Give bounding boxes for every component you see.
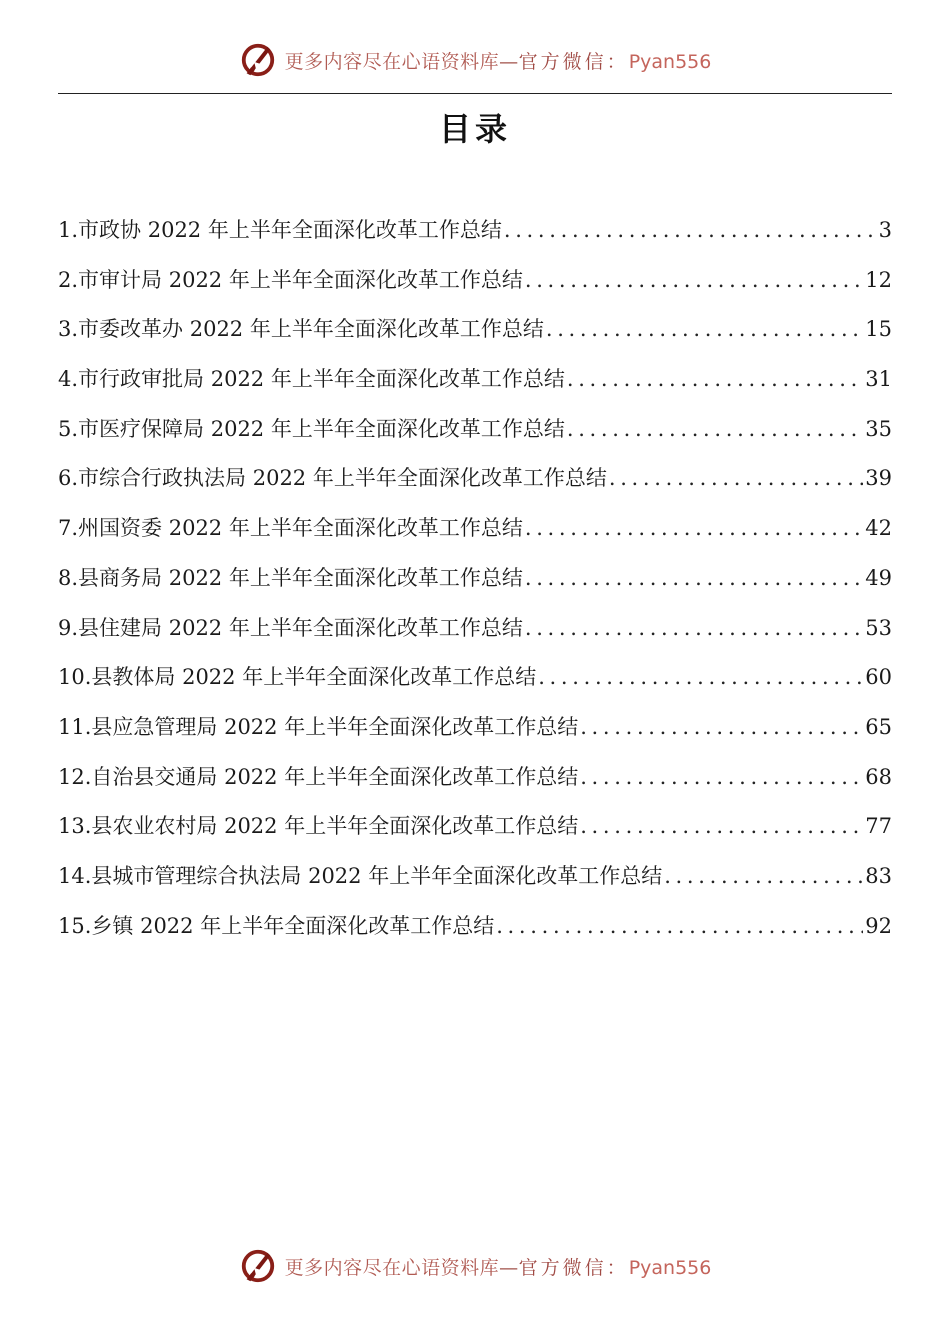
toc-entry[interactable]: [58, 206, 892, 256]
toc-dot-leader: [609, 454, 863, 504]
quill-pen-logo-icon: [239, 41, 277, 79]
toc-entry-title: 市政协 2022 年上半年全面深化改革工作总结: [78, 218, 502, 242]
banner-wechat-label: 官方微信：: [518, 1256, 629, 1279]
toc-entry-page-number: 39: [865, 466, 892, 491]
toc-entry-number: 8.: [58, 565, 79, 590]
toc-entry[interactable]: [58, 802, 892, 852]
toc-entry[interactable]: [58, 305, 892, 355]
banner-slogan: 更多内容尽在心语资料库: [284, 50, 500, 73]
toc-entry-number: 2.: [58, 267, 79, 292]
toc-entry[interactable]: [58, 753, 892, 803]
toc-dot-leader: [567, 355, 863, 405]
toc-entry-page-number: 65: [865, 714, 892, 739]
banner-wechat-label: 官方微信：: [518, 50, 629, 73]
banner-separator: —: [499, 1256, 519, 1279]
toc-entry[interactable]: [58, 852, 892, 902]
toc-entry-title: 县城市管理综合执法局 2022 年上半年全面深化改革工作总结: [91, 863, 663, 888]
toc-entry-page-number: 35: [865, 416, 892, 441]
toc-entry-page-number: 49: [865, 565, 892, 590]
table-of-contents: [58, 206, 892, 951]
toc-entry-number: 13.: [58, 814, 92, 839]
toc-dot-leader: [525, 554, 863, 604]
toc-entry-title: 市综合行政执法局 2022 年上半年全面深化改革工作总结: [78, 466, 607, 491]
toc-entry-title: 县商务局 2022 年上半年全面深化改革工作总结: [78, 565, 523, 590]
toc-entry-number: 14.: [58, 863, 92, 888]
toc-entry[interactable]: [58, 454, 892, 504]
toc-entry-number: 6.: [58, 466, 79, 491]
toc-entry-page-number: 42: [865, 516, 892, 541]
toc-entry-page-number: 15: [865, 317, 892, 342]
toc-dot-leader: [538, 653, 863, 703]
toc-entry-number: 1.: [58, 218, 79, 242]
toc-entry-title: 市行政审批局 2022 年上半年全面深化改革工作总结: [78, 367, 565, 392]
toc-entry-page-number: 53: [865, 615, 892, 640]
toc-entry-title: 市审计局 2022 年上半年全面深化改革工作总结: [78, 267, 523, 292]
toc-entry[interactable]: [58, 405, 892, 455]
toc-entry[interactable]: [58, 902, 892, 952]
toc-entry-number: 15.: [58, 913, 92, 938]
toc-entry-number: 3.: [58, 317, 79, 342]
banner-text: [285, 1253, 712, 1280]
toc-entry-title: 县应急管理局 2022 年上半年全面深化改革工作总结: [91, 714, 579, 739]
toc-entry-page-number: 83: [865, 863, 892, 888]
header-banner: [0, 38, 950, 82]
footer-banner: [0, 1244, 950, 1288]
toc-dot-leader: [504, 206, 877, 256]
toc-entry[interactable]: [58, 504, 892, 554]
banner-wechat-handle: Pyan556: [628, 50, 712, 73]
toc-entry[interactable]: [58, 653, 892, 703]
toc-entry-page-number: 60: [865, 665, 892, 690]
quill-pen-logo-icon: [239, 1247, 277, 1285]
toc-entry-title: 乡镇 2022 年上半年全面深化改革工作总结: [91, 913, 495, 938]
page-title: 目录: [438, 110, 511, 148]
toc-entry-title: 州国资委 2022 年上半年全面深化改革工作总结: [78, 516, 523, 541]
toc-dot-leader: [525, 256, 863, 306]
toc-dot-leader: [496, 902, 863, 952]
toc-entry-number: 5.: [58, 416, 79, 441]
toc-entry-number: 7.: [58, 516, 79, 541]
toc-dot-leader: [567, 405, 863, 455]
toc-entry-number: 11.: [58, 714, 92, 739]
toc-dot-leader: [546, 305, 863, 355]
toc-dot-leader: [580, 802, 863, 852]
toc-dot-leader: [525, 604, 863, 654]
toc-entry-page-number: 77: [865, 814, 892, 839]
banner-separator: —: [499, 50, 519, 73]
toc-entry[interactable]: [58, 355, 892, 405]
toc-entry-page-number: 31: [865, 367, 892, 392]
toc-entry-title: 自治县交通局 2022 年上半年全面深化改革工作总结: [91, 764, 579, 789]
toc-entry[interactable]: [58, 554, 892, 604]
toc-entry-title: 县住建局 2022 年上半年全面深化改革工作总结: [78, 615, 523, 640]
toc-entry[interactable]: [58, 604, 892, 654]
toc-dot-leader: [580, 703, 863, 753]
header-divider: [58, 93, 892, 94]
toc-entry-title: 县农业农村局 2022 年上半年全面深化改革工作总结: [91, 814, 579, 839]
toc-entry-title: 县教体局 2022 年上半年全面深化改革工作总结: [91, 665, 537, 690]
banner-text: [285, 47, 712, 74]
banner-slogan: 更多内容尽在心语资料库: [284, 1256, 500, 1279]
toc-entry-number: 4.: [58, 367, 79, 392]
toc-entry[interactable]: [58, 703, 892, 753]
toc-entry-page-number: 68: [865, 764, 892, 789]
toc-dot-leader: [664, 852, 863, 902]
toc-entry-page-number: 12: [865, 267, 892, 292]
toc-entry-page-number: 92: [865, 913, 892, 938]
toc-entry-title: 市委改革办 2022 年上半年全面深化改革工作总结: [78, 317, 544, 342]
toc-entry-title: 市医疗保障局 2022 年上半年全面深化改革工作总结: [78, 416, 565, 441]
toc-entry-number: 10.: [58, 665, 92, 690]
banner-wechat-handle: Pyan556: [628, 1256, 712, 1279]
toc-entry-number: 12.: [58, 764, 92, 789]
toc-dot-leader: [525, 504, 863, 554]
toc-entry[interactable]: [58, 256, 892, 306]
toc-entry-number: 9.: [58, 615, 79, 640]
toc-dot-leader: [580, 753, 863, 803]
toc-entry-page-number: 3: [878, 218, 892, 242]
